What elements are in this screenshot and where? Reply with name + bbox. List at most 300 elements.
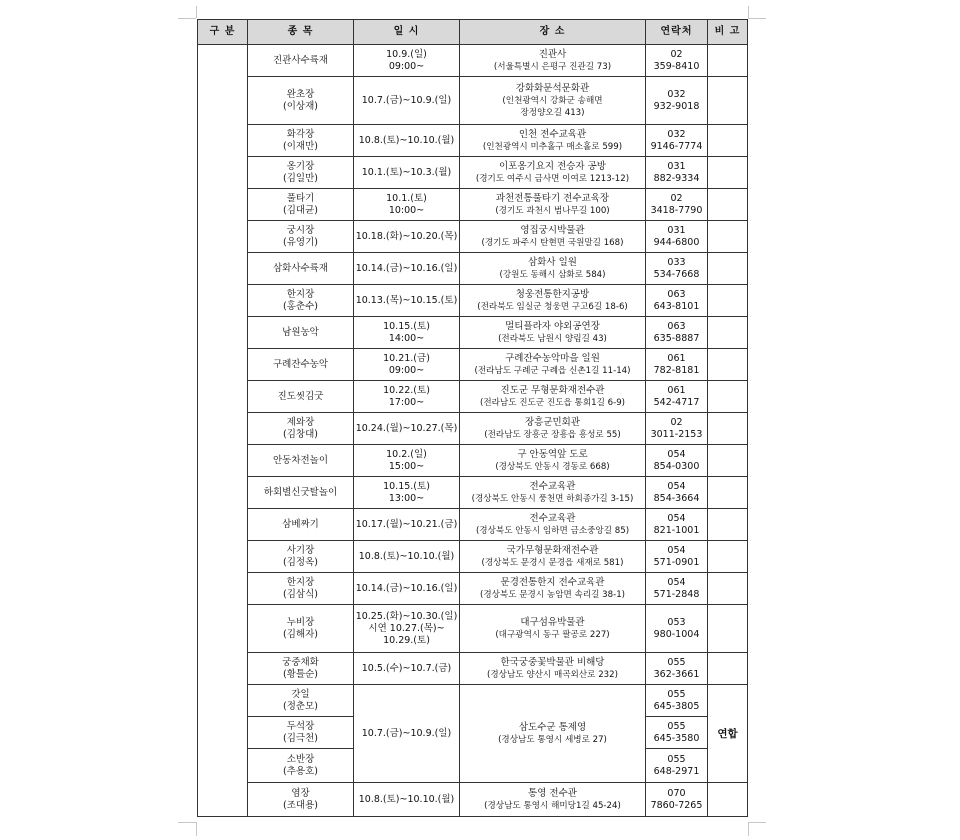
note-cell — [708, 189, 748, 221]
event-cell — [248, 189, 354, 221]
group-place-cell-line: (경상남도 통영시 세병로 27) — [498, 734, 607, 745]
date-cell-line: 09:00~ — [388, 60, 425, 72]
event-cell-line: (유영기) — [283, 236, 318, 248]
date-cell-line: 09:00~ — [388, 364, 425, 376]
contact-cell — [646, 317, 708, 349]
event-cell-line: (이재만) — [283, 140, 318, 152]
event-cell-line: 삼화사수륙재 — [272, 262, 329, 274]
date-cell — [354, 445, 460, 477]
date-cell-line: 10.7.(금)~10.9.(일) — [361, 94, 452, 106]
date-cell-line: 15:00~ — [388, 460, 425, 472]
event-cell-line: 진도씻김굿 — [277, 390, 324, 402]
place-cell — [460, 653, 646, 685]
contact-cell-line: 643-8101 — [653, 300, 700, 312]
event-cell-line: 두석장 — [286, 720, 315, 732]
date-cell-line: 10.25.(화)~10.30.(일) — [355, 610, 458, 622]
date-cell — [354, 605, 460, 653]
event-cell — [248, 349, 354, 381]
crop-mark-top-right-v — [748, 6, 749, 18]
place-cell-line: 한국궁중꽃박물관 비해당 — [500, 656, 605, 668]
place-cell-line: 국가무형문화재전수관 — [506, 544, 599, 556]
table-row — [198, 317, 748, 349]
place-cell-line: (경상북도 안동시 경동로 668) — [495, 461, 610, 472]
table-row — [198, 381, 748, 413]
table-row — [198, 157, 748, 189]
place-cell-line: 구 안동역앞 도로 — [517, 448, 588, 460]
contact-cell — [646, 285, 708, 317]
event-cell-line: 완초장 — [286, 88, 315, 100]
contact-cell — [646, 509, 708, 541]
place-cell-line: (경상북도 문경시 농암면 속리길 38-1) — [479, 589, 626, 600]
contact-cell — [646, 605, 708, 653]
event-cell — [248, 783, 354, 817]
note-cell — [708, 285, 748, 317]
note-cell — [708, 381, 748, 413]
place-cell-line: (전라북도 남원시 양림길 43) — [498, 333, 607, 344]
table-row — [198, 685, 748, 717]
crop-mark-top-left-h — [178, 18, 196, 19]
event-cell — [248, 381, 354, 413]
place-cell-line: (인천광역시 강화군 송해면 — [502, 95, 603, 106]
date-cell-line: 10.17.(월)~10.21.(금) — [355, 518, 458, 530]
date-cell — [354, 541, 460, 573]
date-cell — [354, 573, 460, 605]
table-row — [198, 189, 748, 221]
contact-cell-line: 980-1004 — [653, 628, 700, 640]
contact-cell — [646, 445, 708, 477]
table-row — [198, 253, 748, 285]
contact-cell — [646, 157, 708, 189]
contact-cell-line: 055 — [667, 753, 686, 765]
place-cell-line: (전라남도 진도군 진도읍 통회1길 6-9) — [479, 397, 626, 408]
contact-cell-line: 032 — [667, 88, 686, 100]
place-cell-line: 장흥군민회관 — [524, 416, 581, 428]
date-cell-line: 10.15.(토) — [383, 480, 430, 492]
contact-cell-line: 645-3805 — [653, 700, 700, 712]
event-cell — [248, 749, 354, 783]
date-cell-line: 10.15.(토) — [383, 320, 430, 332]
contact-cell-line: 7860-7265 — [650, 799, 703, 811]
event-cell — [248, 605, 354, 653]
contact-cell-line: 571-2848 — [653, 588, 700, 600]
place-cell — [460, 445, 646, 477]
contact-cell-line: 031 — [667, 160, 686, 172]
header-event: 종 목 — [248, 20, 354, 45]
contact-cell — [646, 573, 708, 605]
event-cell-line: 궁시장 — [286, 224, 315, 236]
place-cell — [460, 221, 646, 253]
date-cell-line: 10.9.(일) — [386, 48, 427, 60]
event-cell-line: 옹기장 — [286, 160, 315, 172]
place-cell — [460, 381, 646, 413]
contact-cell-line: 648-2971 — [653, 765, 700, 777]
event-cell-line: 사기장 — [286, 544, 315, 556]
contact-cell-line: 033 — [667, 256, 686, 268]
event-cell-line: 안동차전놀이 — [272, 454, 329, 466]
date-cell — [354, 381, 460, 413]
event-cell — [248, 253, 354, 285]
place-cell — [460, 45, 646, 77]
event-cell-line: 한지장 — [286, 288, 315, 300]
event-cell-line: 화각장 — [286, 128, 315, 140]
header-date: 일 시 — [354, 20, 460, 45]
table-row — [198, 77, 748, 125]
note-cell — [708, 509, 748, 541]
note-cell — [708, 541, 748, 573]
header-contact: 연락처 — [646, 20, 708, 45]
place-cell-line: 이포옹기요지 전승자 공방 — [499, 160, 606, 172]
event-cell-line: (김해자) — [283, 628, 318, 640]
place-cell — [460, 783, 646, 817]
place-cell-line: 멀티플라자 야외공연장 — [505, 320, 600, 332]
contact-cell-line: 055 — [667, 656, 686, 668]
place-cell-line: (인천광역시 미추홀구 매소홀로 599) — [482, 141, 623, 152]
date-cell — [354, 783, 460, 817]
place-cell — [460, 349, 646, 381]
contact-cell-line: 3418-7790 — [650, 204, 703, 216]
event-schedule-table — [197, 19, 748, 817]
place-cell — [460, 125, 646, 157]
event-cell — [248, 685, 354, 717]
date-cell-line: 시연 10.27.(목)~ — [368, 622, 445, 634]
place-cell — [460, 509, 646, 541]
event-cell-line: 제와장 — [286, 416, 315, 428]
place-cell — [460, 77, 646, 125]
event-cell — [248, 45, 354, 77]
group-date-cell — [354, 685, 460, 783]
date-cell-line: 10.22.(토) — [383, 384, 430, 396]
note-cell — [708, 77, 748, 125]
event-cell — [248, 541, 354, 573]
note-cell — [708, 125, 748, 157]
contact-cell-line: 02 — [670, 48, 683, 60]
place-cell — [460, 541, 646, 573]
place-cell-line: (대구광역시 동구 팔공로 227) — [495, 629, 610, 640]
place-cell-line: (경상북도 안동시 풍천면 하회종가길 3-15) — [471, 493, 634, 504]
event-cell — [248, 125, 354, 157]
event-cell — [248, 317, 354, 349]
date-cell-line: 10.8.(토)~10.10.(월) — [358, 793, 455, 805]
place-cell — [460, 253, 646, 285]
place-cell-line: (서울특별시 은평구 진관길 73) — [493, 61, 612, 72]
note-cell — [708, 349, 748, 381]
place-cell-line: 강화화문석문화관 — [515, 82, 590, 94]
contact-cell — [646, 541, 708, 573]
contact-cell-line: 362-3661 — [653, 668, 700, 680]
table-row — [198, 125, 748, 157]
contact-cell-line: 031 — [667, 224, 686, 236]
contact-cell — [646, 77, 708, 125]
contact-cell-line: 032 — [667, 128, 686, 140]
date-cell — [354, 221, 460, 253]
contact-cell-line: 055 — [667, 720, 686, 732]
place-cell-line: (강원도 동해시 삼화로 584) — [499, 269, 606, 280]
table-row — [198, 45, 748, 77]
date-cell — [354, 317, 460, 349]
date-cell-line: 13:00~ — [388, 492, 425, 504]
place-cell-line: 장정양오길 413) — [520, 107, 585, 118]
contact-cell-line: 854-3664 — [653, 492, 700, 504]
contact-cell — [646, 783, 708, 817]
event-cell-line: 한지장 — [286, 576, 315, 588]
place-cell-line: 삼화사 일원 — [528, 256, 577, 268]
contact-cell-line: 359-8410 — [653, 60, 700, 72]
header-category: 구 분 — [198, 20, 248, 45]
place-cell-line: 통영 전수관 — [528, 787, 577, 799]
event-cell-line: 하회별신굿탈놀이 — [263, 486, 338, 498]
table-row — [198, 509, 748, 541]
contact-cell-line: 944-6800 — [653, 236, 700, 248]
event-cell-line: (김일만) — [283, 172, 318, 184]
event-cell-line: 남원농악 — [282, 326, 319, 338]
place-cell-line: 진관사 — [538, 48, 567, 60]
table-row — [198, 413, 748, 445]
event-cell-line: (김창대) — [283, 428, 318, 440]
place-cell-line: 과천전통풀타기 전수교육장 — [495, 192, 610, 204]
place-cell-line: (전라남도 장흥군 장흥읍 흥성로 55) — [484, 429, 621, 440]
event-cell-line: (김극천) — [283, 732, 318, 744]
contact-cell — [646, 717, 708, 749]
date-cell-line: 10:00~ — [388, 204, 425, 216]
place-cell — [460, 157, 646, 189]
category-cell — [198, 45, 248, 817]
table-row — [198, 477, 748, 509]
place-cell-line: 문경전통한지 전수교육관 — [500, 576, 605, 588]
place-cell-line: 진도군 무형문화재전수관 — [500, 384, 605, 396]
place-cell-line: 영집궁시박물관 — [520, 224, 585, 236]
contact-cell-line: 534-7668 — [653, 268, 700, 280]
note-cell — [708, 573, 748, 605]
note-cell — [708, 45, 748, 77]
crop-mark-top-right-h — [748, 18, 766, 19]
event-cell — [248, 285, 354, 317]
crop-mark-bottom-right-h — [748, 822, 766, 823]
contact-cell-line: 054 — [667, 576, 686, 588]
note-cell — [708, 253, 748, 285]
date-cell — [354, 45, 460, 77]
event-cell-line: 삼베짜기 — [282, 518, 319, 530]
contact-cell — [646, 685, 708, 717]
group-date-cell-line: 10.7.(금)~10.9.(일) — [361, 727, 452, 739]
table-row — [198, 653, 748, 685]
note-cell — [708, 221, 748, 253]
event-cell-line: 염장 — [291, 787, 310, 799]
note-cell — [708, 653, 748, 685]
contact-cell-line: 854-0300 — [653, 460, 700, 472]
group-place-cell — [460, 685, 646, 783]
place-cell — [460, 573, 646, 605]
contact-cell — [646, 189, 708, 221]
place-cell-line: (경상북도 문경시 문경읍 새재로 581) — [481, 557, 624, 568]
date-cell-line: 10.29.(토) — [383, 634, 430, 646]
event-cell — [248, 157, 354, 189]
contact-cell-line: 061 — [667, 384, 686, 396]
table-row — [198, 783, 748, 817]
place-cell — [460, 189, 646, 221]
event-cell — [248, 717, 354, 749]
place-cell-line: (경상북도 안동시 임하면 금소중앙길 85) — [475, 525, 630, 536]
table-row — [198, 541, 748, 573]
date-cell-line: 10.8.(토)~10.10.(월) — [358, 550, 455, 562]
crop-mark-bottom-left-h — [178, 822, 196, 823]
header-note: 비 고 — [708, 20, 748, 45]
date-cell — [354, 189, 460, 221]
contact-cell-line: 882-9334 — [653, 172, 700, 184]
date-cell — [354, 77, 460, 125]
event-cell — [248, 445, 354, 477]
contact-cell-line: 054 — [667, 480, 686, 492]
event-cell — [248, 413, 354, 445]
contact-cell-line: 054 — [667, 512, 686, 524]
event-cell-line: 진관사수륙재 — [272, 54, 329, 66]
place-cell-line: 청웅전통한지공방 — [515, 288, 590, 300]
table-header-row — [198, 20, 748, 45]
place-cell — [460, 413, 646, 445]
date-cell — [354, 253, 460, 285]
contact-cell-line: 645-3580 — [653, 732, 700, 744]
event-cell-line: 구례잔수농악 — [272, 358, 329, 370]
note-cell — [708, 477, 748, 509]
group-note-cell: 연합 — [708, 685, 748, 783]
date-cell — [354, 285, 460, 317]
place-cell-line: (전라남도 구례군 구례읍 신촌1길 11-14) — [474, 365, 631, 376]
contact-cell — [646, 45, 708, 77]
event-cell-line: 갓일 — [291, 688, 310, 700]
event-cell-line: 풀타기 — [286, 192, 315, 204]
event-cell — [248, 77, 354, 125]
date-cell — [354, 125, 460, 157]
event-cell — [248, 573, 354, 605]
event-cell — [248, 477, 354, 509]
contact-cell-line: 821-1001 — [653, 524, 700, 536]
contact-cell-line: 9146-7774 — [650, 140, 703, 152]
crop-mark-top-left-v — [196, 6, 197, 18]
place-cell-line: 전수교육관 — [529, 512, 576, 524]
contact-cell — [646, 413, 708, 445]
date-cell-line: 17:00~ — [388, 396, 425, 408]
place-cell-line: (경기도 여주시 금사면 이여로 1213-12) — [475, 173, 630, 184]
place-cell-line: 전수교육관 — [529, 480, 576, 492]
date-cell-line: 10.1.(토)~10.3.(월) — [361, 166, 452, 178]
event-cell-line: (홍춘수) — [283, 300, 318, 312]
contact-cell-line: 054 — [667, 544, 686, 556]
contact-cell — [646, 221, 708, 253]
header-place: 장 소 — [460, 20, 646, 45]
table-row — [198, 285, 748, 317]
date-cell — [354, 653, 460, 685]
date-cell-line: 10.14.(금)~10.16.(일) — [355, 262, 458, 274]
event-cell-line: 소반장 — [286, 753, 315, 765]
table-row — [198, 221, 748, 253]
contact-cell-line: 070 — [667, 787, 686, 799]
event-cell-line: (정춘모) — [283, 700, 318, 712]
contact-cell — [646, 653, 708, 685]
contact-cell-line: 02 — [670, 416, 683, 428]
event-cell — [248, 221, 354, 253]
contact-cell-line: 02 — [670, 192, 683, 204]
date-cell-line: 14:00~ — [388, 332, 425, 344]
crop-mark-bottom-right-v — [748, 822, 749, 836]
event-cell-line: (이상재) — [283, 100, 318, 112]
date-cell — [354, 157, 460, 189]
date-cell — [354, 477, 460, 509]
contact-cell-line: 054 — [667, 448, 686, 460]
contact-cell-line: 932-9018 — [653, 100, 700, 112]
event-cell-line: (김정옥) — [283, 556, 318, 568]
event-cell-line: (김삼식) — [283, 588, 318, 600]
place-cell — [460, 285, 646, 317]
place-cell-line: (경기도 과천시 범나무길 100) — [495, 205, 610, 216]
place-cell-line: 인천 전수교육관 — [518, 128, 587, 140]
note-cell — [708, 605, 748, 653]
date-cell-line: 10.8.(토)~10.10.(월) — [358, 134, 455, 146]
contact-cell-line: 3011-2153 — [650, 428, 703, 440]
date-cell-line: 10.2.(일) — [386, 448, 427, 460]
contact-cell — [646, 749, 708, 783]
place-cell — [460, 477, 646, 509]
date-cell — [354, 349, 460, 381]
contact-cell-line: 055 — [667, 688, 686, 700]
contact-cell-line: 063 — [667, 288, 686, 300]
table-row — [198, 445, 748, 477]
place-cell-line: (전라북도 임실군 청웅면 구고6길 18-6) — [477, 301, 628, 312]
event-cell — [248, 653, 354, 685]
contact-cell — [646, 381, 708, 413]
contact-cell-line: 061 — [667, 352, 686, 364]
contact-cell — [646, 125, 708, 157]
place-cell — [460, 317, 646, 349]
note-cell — [708, 783, 748, 817]
date-cell-line: 10.1.(토) — [386, 192, 427, 204]
note-cell — [708, 445, 748, 477]
event-cell-line: (추용호) — [283, 765, 318, 777]
place-cell-line: (경상남도 통영시 해미당1길 45-24) — [484, 800, 621, 811]
event-cell — [248, 509, 354, 541]
contact-cell-line: 063 — [667, 320, 686, 332]
place-cell-line: 구례잔수농악마을 일원 — [505, 352, 600, 364]
contact-cell — [646, 349, 708, 381]
contact-cell-line: 782-8181 — [653, 364, 700, 376]
contact-cell — [646, 477, 708, 509]
contact-cell-line: 053 — [667, 616, 686, 628]
date-cell — [354, 413, 460, 445]
note-cell — [708, 413, 748, 445]
date-cell-line: 10.5.(수)~10.7.(금) — [361, 662, 452, 674]
note-cell — [708, 157, 748, 189]
place-cell — [460, 605, 646, 653]
place-cell-line: 대구섬유박물관 — [520, 616, 585, 628]
crop-mark-bottom-left-v — [196, 822, 197, 836]
table-row — [198, 605, 748, 653]
group-place-cell-line: 삼도수군 통제영 — [518, 721, 587, 733]
date-cell-line: 10.14.(금)~10.16.(일) — [355, 582, 458, 594]
contact-cell-line: 635-8887 — [653, 332, 700, 344]
date-cell-line: 10.24.(월)~10.27.(목) — [355, 422, 458, 434]
event-cell-line: 궁중채화 — [282, 656, 319, 668]
place-cell-line: (경기도 파주시 탄현면 국원말길 168) — [481, 237, 624, 248]
date-cell-line: 10.21.(금) — [383, 352, 430, 364]
date-cell-line: 10.13.(목)~10.15.(토) — [355, 294, 458, 306]
date-cell — [354, 509, 460, 541]
contact-cell-line: 571-0901 — [653, 556, 700, 568]
event-cell-line: (황틀순) — [283, 668, 318, 680]
event-cell-line: (김대균) — [283, 204, 318, 216]
event-cell-line: 누비장 — [286, 616, 315, 628]
contact-cell-line: 542-4717 — [653, 396, 700, 408]
event-cell-line: (조대용) — [283, 799, 318, 811]
table-row — [198, 573, 748, 605]
contact-cell — [646, 253, 708, 285]
